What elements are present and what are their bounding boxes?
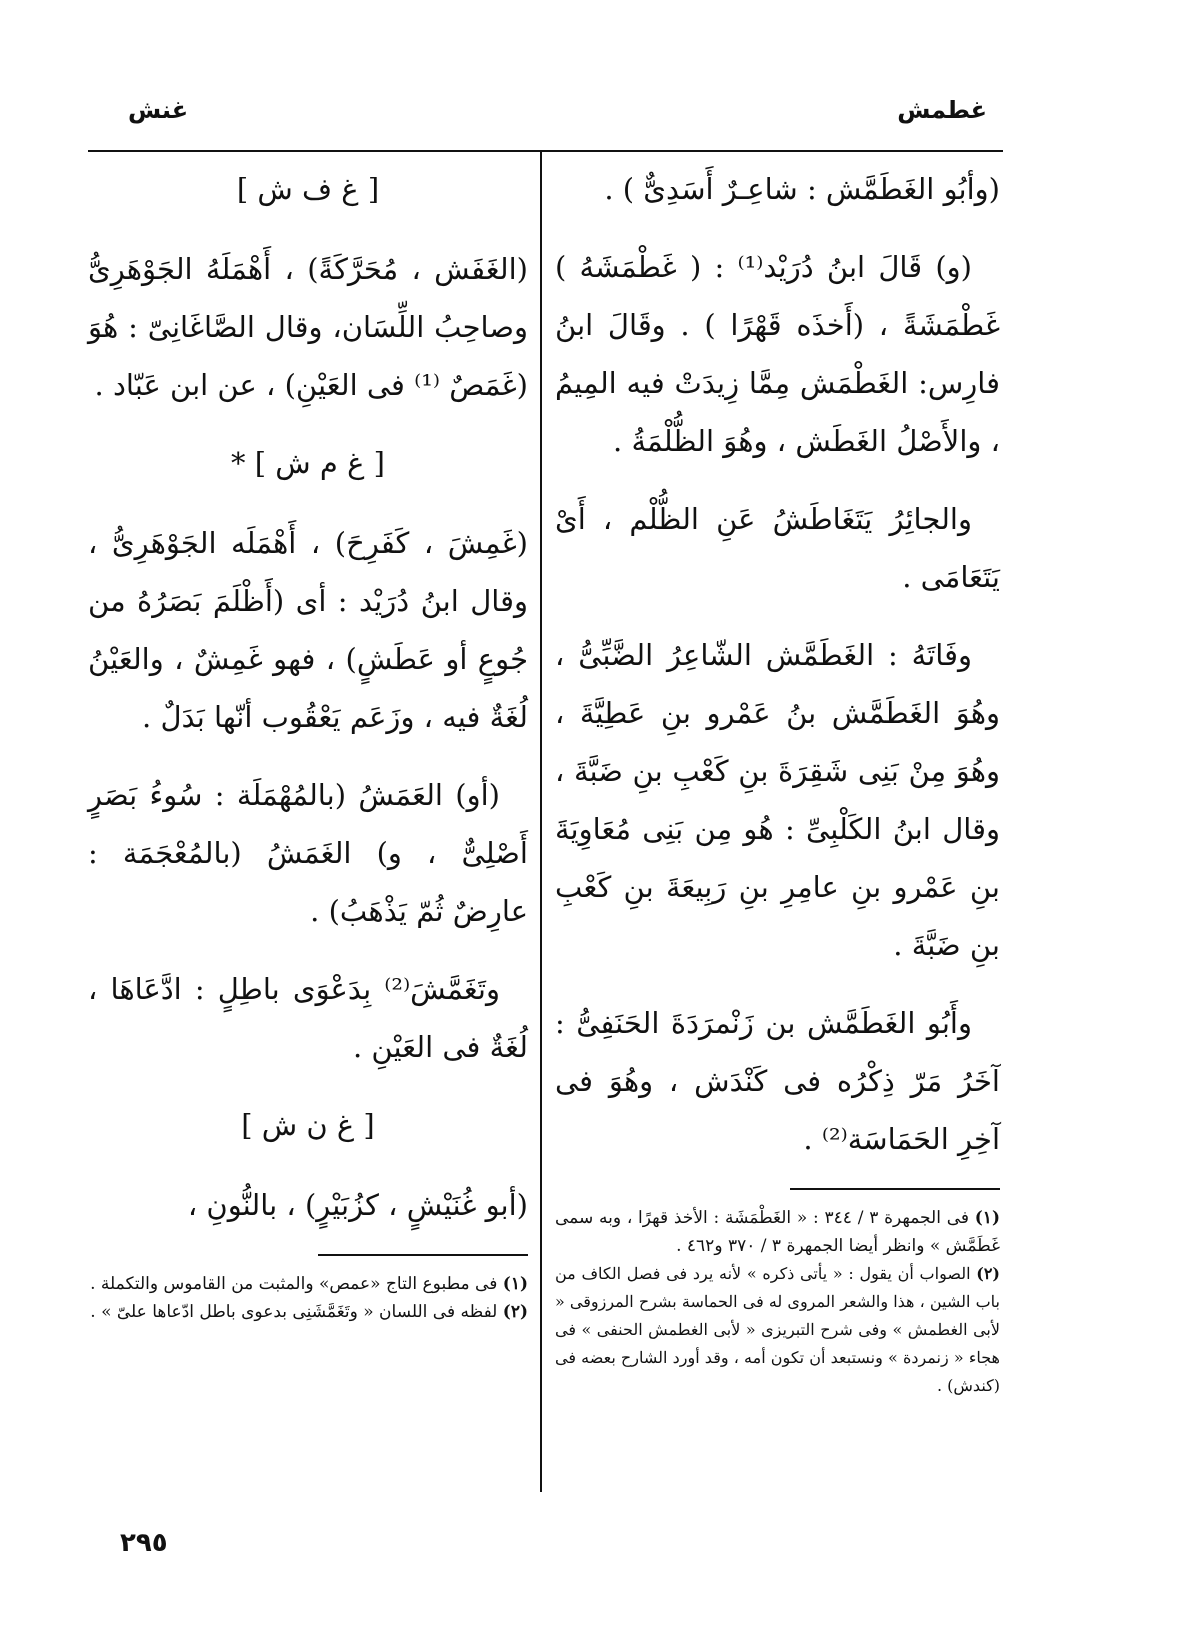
entry-heading: [ غ م ش ] * xyxy=(231,446,385,480)
footnote-text: فى مطبوع التاج «عمص» والمثبت من القاموس والتكملة . xyxy=(90,1274,498,1294)
entry-heading: [ غ ف ش ] xyxy=(236,172,380,206)
footnote-number: (١) xyxy=(974,1208,1000,1228)
right-column xyxy=(555,160,1000,1400)
right-paragraph: (وأبُو الغَطَمَّش : شاعِـرٌ أَسَدِىٌّ ) . xyxy=(604,172,1000,206)
left-column xyxy=(88,160,528,1326)
right-paragraph: وفَاتَهُ : الغَطَمَّش الشّاعِرُ الضَّبِّىُّ ، وهُوَ الغَطَمَّش بنُ عَمْرو بنِ عَطِيَّةَ ، وهُوَ مِنْ بَنِى شَقِرَةَ بنِ كَعْبِ بنِ ضَبَّةَ ، وقال ابنُ الكَلْبِىِّ : هُو مِن بَنِى مُعَاوِيَةَ بنِ عَمْرو بنِ عامِرِ بنِ رَبِيعَةَ بنِ كَعْبِ بنِ ضَبَّةَ . xyxy=(555,638,1000,962)
footnote-number: (٢) xyxy=(976,1264,1000,1283)
right-paragraph: (و) قَالَ ابنُ دُرَيْد⁽¹⁾ : ( غَطْمَشَهُ ) غَطْمَشَةً ، (أَخذَه قَهْرًا ) . وقَالَ ابنُ فارِس: الغَطْمَش مِمَّا زِيدَتْ فيه المِيمُ ، والأَصْلُ الغَطَش ، وهُوَ الظُّلْمَةُ . xyxy=(555,250,1000,458)
right-paragraph: والجائِرُ يَتَغَاطَشُ عَنِ الظُّلْم ، أَىْ يَتَعَامَى . xyxy=(555,502,1000,594)
left-paragraph: (أو) العَمَشُ (بالمُهْمَلَة : سُوءُ بَصَرٍ أَصْلِىٌّ ، و) الغَمَشُ (بالمُعْجَمَة : عارِضٌ ثُمّ يَذْهَبُ) . xyxy=(88,778,528,928)
left-paragraph: (غَمِشَ ، كَفَرِحَ) ، أَهْمَلَه الجَوْهَرِىُّ ، وقال ابنُ دُرَيْد : أى (أَظْلَمَ بَصَرُهُ من جُوعٍ أو عَطَشٍ) ، فهو غَمِشٌ ، والعَيْنُ لُغَةٌ فيه ، وزَعَم يَعْقُوب أنّها بَدَلٌ . xyxy=(88,526,528,734)
left-paragraph: (أبو غُنَيْشٍ ، كزُبَيْرٍ) ، بالنُّونِ ، xyxy=(187,1188,528,1222)
left-paragraph: (الغَفَش ، مُحَرَّكَةً) ، أَهْمَلَهُ الجَوْهَرِىُّ وصاحِبُ اللِّسَان، وقال الصَّاغَانِىّ : هُوَ (غَمَصٌ ⁽¹⁾ فى العَيْنِ) ، عن ابن عَبّاد . xyxy=(88,252,528,402)
header-right-word: غطمش xyxy=(897,96,987,124)
footnote-number: (١) xyxy=(502,1274,528,1294)
footnote xyxy=(555,1204,1000,1260)
footnote-text: فى الجمهرة ٣ / ٣٤٤ : « الغَطْمَشَة : الأخذ قهرًا ، وبه سمى غَطَمَّش » وانظر أيضا الجمهرة ٣ / ٣٧٠ و٤٦٢ . xyxy=(555,1208,1000,1256)
footnote-text: الصواب أن يقول : « يأتى ذكره » لأنه يرد فى فصل الكاف من باب الشين ، هذا والشعر المروى له فى الحماسة بشرح المرزوقى « لأبى الغطمش » وفى شرح التبريزى « لأبى الغطمش الحنفى » فى هجاء « زنمردة » ونستبعد أن تكون أمه ، وقد أورد الشارح بعضه فى (كندش) . xyxy=(555,1264,1000,1395)
left-paragraph: وتَغَمَّشَ⁽²⁾ بِدَعْوَى باطِلٍ : ادَّعَاهَا ، لُغَةٌ فى العَيْنِ . xyxy=(88,972,528,1064)
header-rule xyxy=(88,150,1003,152)
page-number: ٢٩٥ xyxy=(120,1528,168,1558)
footnote xyxy=(555,1260,1000,1400)
footnote-number: (٢) xyxy=(502,1302,528,1322)
header-left-word: غنش xyxy=(128,96,189,124)
footnote xyxy=(88,1270,528,1298)
footnote-text: لفظه فى اللسان « وتَغَمَّشَنِى بدعوى باطل ادّعاها علىّ » . xyxy=(90,1302,498,1322)
footnote xyxy=(88,1298,528,1326)
footnote-rule xyxy=(318,1254,528,1256)
right-paragraph: وأَبُو الغَطَمَّش بن زَنْمرَدَةَ الحَنَفِىُّ : آخَرُ مَرّ ذِكْرُه فى كَنْدَش ، وهُوَ فى آخِرِ الحَمَاسَة⁽²⁾ . xyxy=(555,1006,1000,1156)
entry-heading: [ غ ن ش ] xyxy=(241,1108,375,1142)
column-divider xyxy=(540,152,542,1492)
footnote-rule xyxy=(790,1188,1000,1190)
